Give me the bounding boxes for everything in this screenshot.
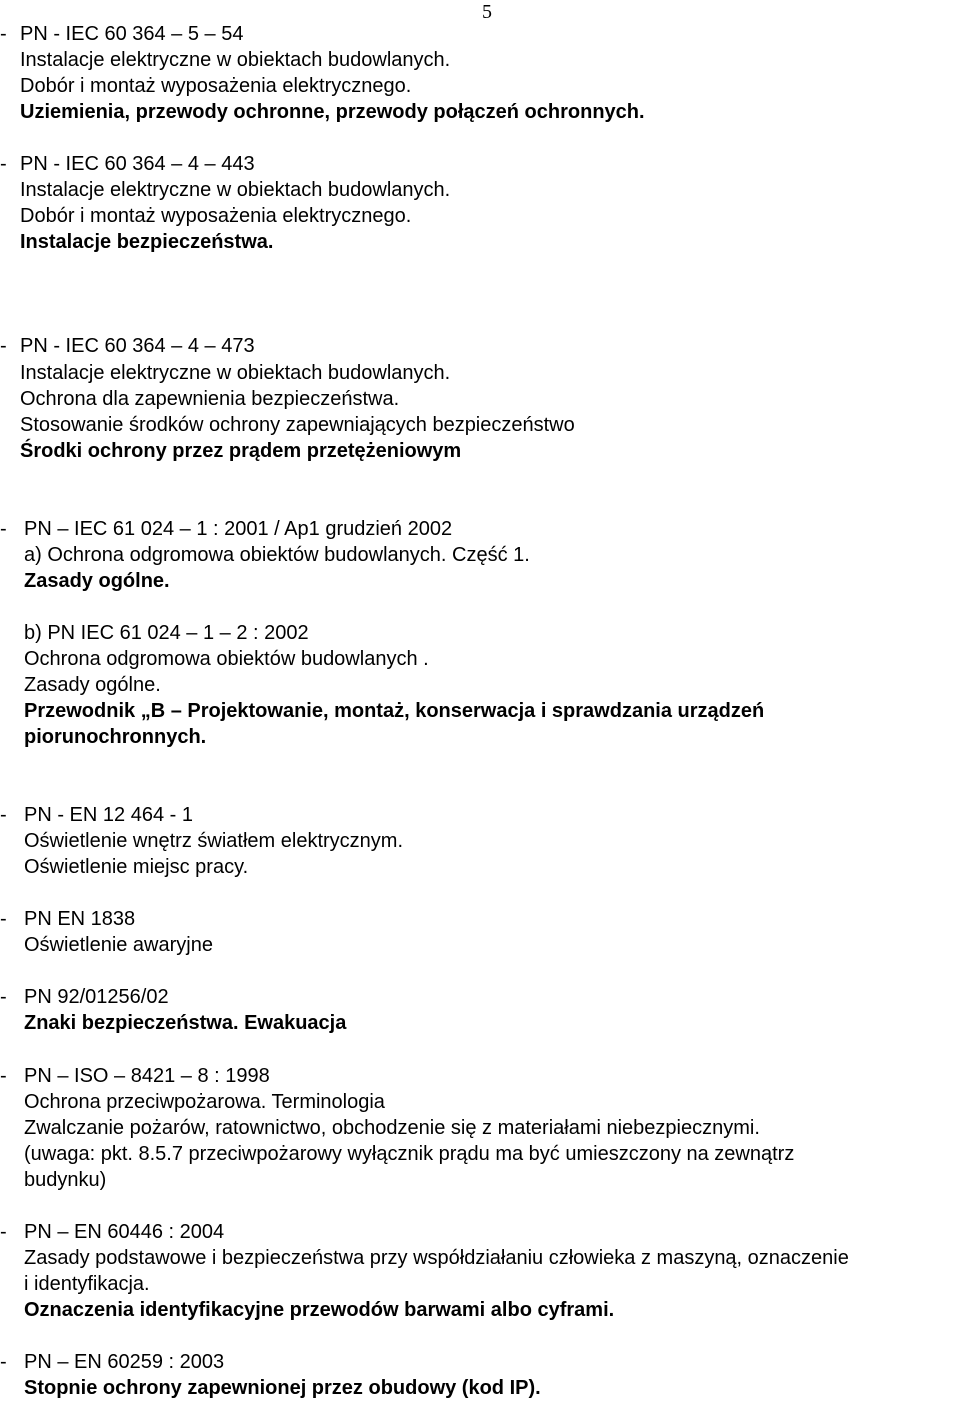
entry-line: Zwalczanie pożarów, ratownictwo, obchodzenie się z materiałami niebezpiecznymi.: [24, 1117, 760, 1139]
entry-line: Dobór i montaż wyposażenia elektrycznego.: [20, 75, 412, 97]
standard-code: PN EN 1838: [24, 908, 136, 930]
entry-line: (uwaga: pkt. 8.5.7 przeciwpożarowy wyłącznik prądu ma być umieszczony na zewnątrz: [24, 1143, 795, 1165]
entry-line: Instalacje elektryczne w obiektach budowlanych.: [20, 362, 451, 384]
entry-line: Zasady ogólne.: [24, 570, 170, 592]
standard-code: PN - IEC 60 364 – 4 – 443: [20, 153, 255, 175]
entry-dash: -: [0, 1221, 7, 1243]
entry-line: b) PN IEC 61 024 – 1 – 2 : 2002: [24, 622, 309, 644]
standard-code: PN - IEC 60 364 – 5 – 54: [20, 23, 244, 45]
entry-line: Zasady ogólne.: [24, 674, 161, 696]
entry-dash: -: [0, 518, 7, 540]
entry-line: Instalacje elektryczne w obiektach budowlanych.: [20, 179, 451, 201]
entry-line: Przewodnik „B – Projektowanie, montaż, konserwacja i sprawdzania urządzeń: [24, 700, 765, 722]
standard-code: PN – EN 60446 : 2004: [24, 1221, 225, 1243]
page-number: 5: [482, 1, 492, 23]
entry-dash: -: [0, 23, 7, 45]
entry-line: Oświetlenie awaryjne: [24, 934, 213, 956]
entry-line: Oświetlenie wnętrz światłem elektrycznym.: [24, 830, 403, 852]
entry-line: Oświetlenie miejsc pracy.: [24, 856, 249, 878]
entry-line: Oznaczenia identyfikacyjne przewodów barwami albo cyframi.: [24, 1299, 615, 1321]
entry-line: Stosowanie środków ochrony zapewniających bezpieczeństwo: [20, 414, 575, 436]
entry-line: Znaki bezpieczeństwa. Ewakuacja: [24, 1012, 347, 1034]
entry-line: Ochrona odgromowa obiektów budowlanych .: [24, 648, 429, 670]
entry-line: Stopnie ochrony zapewnionej przez obudowy (kod IP).: [24, 1377, 541, 1399]
entry-dash: -: [0, 335, 7, 357]
standard-code: PN - EN 12 464 - 1: [24, 804, 193, 826]
entry-line: Środki ochrony przez prądem przetężeniowym: [20, 440, 462, 462]
entry-line: Uziemienia, przewody ochronne, przewody połączeń ochronnych.: [20, 101, 645, 123]
standard-code: PN – ISO – 8421 – 8 : 1998: [24, 1065, 270, 1087]
entry-line: Zasady podstawowe i bezpieczeństwa przy współdziałaniu człowieka z maszyną, oznaczenie: [24, 1247, 849, 1269]
standard-code: PN 92/01256/02: [24, 986, 169, 1008]
entry-dash: -: [0, 153, 7, 175]
entry-line: Instalacje elektryczne w obiektach budowlanych.: [20, 49, 451, 71]
entry-line: a) Ochrona odgromowa obiektów budowlanych. Część 1.: [24, 544, 530, 566]
standard-code: PN – IEC 61 024 – 1 : 2001 / Ap1 grudzień 2002: [24, 518, 453, 540]
entry-line: Instalacje bezpieczeństwa.: [20, 231, 274, 253]
entry-line: Dobór i montaż wyposażenia elektrycznego.: [20, 205, 412, 227]
entry-line: piorunochronnych.: [24, 726, 207, 748]
entry-dash: -: [0, 1351, 7, 1373]
entry-line: Ochrona dla zapewnienia bezpieczeństwa.: [20, 388, 400, 410]
standard-code: PN - IEC 60 364 – 4 – 473: [20, 335, 255, 357]
entry-line: budynku): [24, 1169, 107, 1191]
entry-line: Ochrona przeciwpożarowa. Terminologia: [24, 1091, 385, 1113]
entry-dash: -: [0, 1065, 7, 1087]
entry-dash: -: [0, 908, 7, 930]
entry-dash: -: [0, 986, 7, 1008]
entry-dash: -: [0, 804, 7, 826]
standard-code: PN – EN 60259 : 2003: [24, 1351, 225, 1373]
entry-line: i identyfikacja.: [24, 1273, 150, 1295]
